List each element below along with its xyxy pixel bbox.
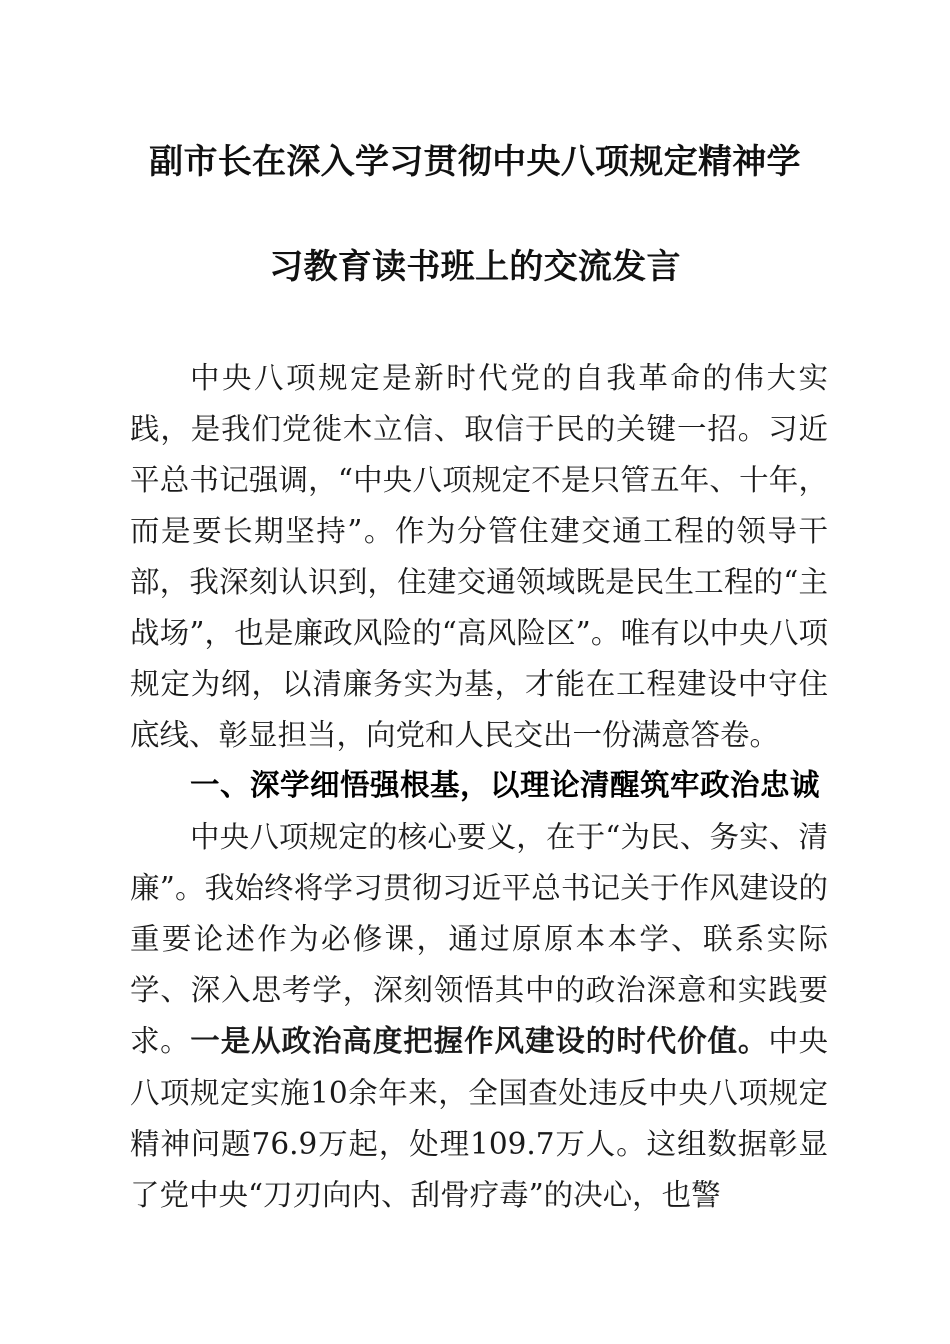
paragraph-section-1-text-b: 中央八项规定实施10余年来，全国查处违反中央八项规定精神问题76.9万起，处理109.7万人。这组数据彰显了党中央“刀刃向内、刮骨疗毒”的决心，也警: [130, 1024, 828, 1212]
page-title-line-1: 副市长在深入学习贯彻中央八项规定精神学: [149, 143, 801, 181]
paragraph-intro: 中央八项规定是新时代党的自我革命的伟大实践，是我们党徙木立信、取信于民的关键一招。习近平总书记强调，“中央八项规定不是只管五年、十年，而是要长期坚持”。作为分管住建交通工程的领导干部，我深刻认识到，住建交通领域既是民生工程的“主战场”，也是廉政风险的“高风险区”。唯有以中央八项规定为纲，以清廉务实为基，才能在工程建设中守住底线、彰显担当，向党和人民交出一份满意答卷。: [130, 361, 828, 752]
page-title-line-2: 习教育读书班上的交流发言: [269, 248, 681, 286]
document-body: [130, 353, 828, 1221]
page-title: [120, 110, 830, 320]
paragraph-section-1-text-a: 中央八项规定的核心要义，在于“为民、务实、清廉”。我始终将学习贯彻习近平总书记关于作风建设的重要论述作为必修课，通过原原本本学、联系实际学、深入思考学，深刻领悟其中的政治深意和实践要求。: [130, 820, 828, 1058]
paragraph-section-1: [130, 812, 828, 1221]
section-heading-1: 一、深学细悟强根基，以理论清醒筑牢政治忠诚: [190, 770, 821, 802]
paragraph-section-1-emphasis: 一是从政治高度把握作风建设的时代价值。: [190, 1026, 769, 1058]
